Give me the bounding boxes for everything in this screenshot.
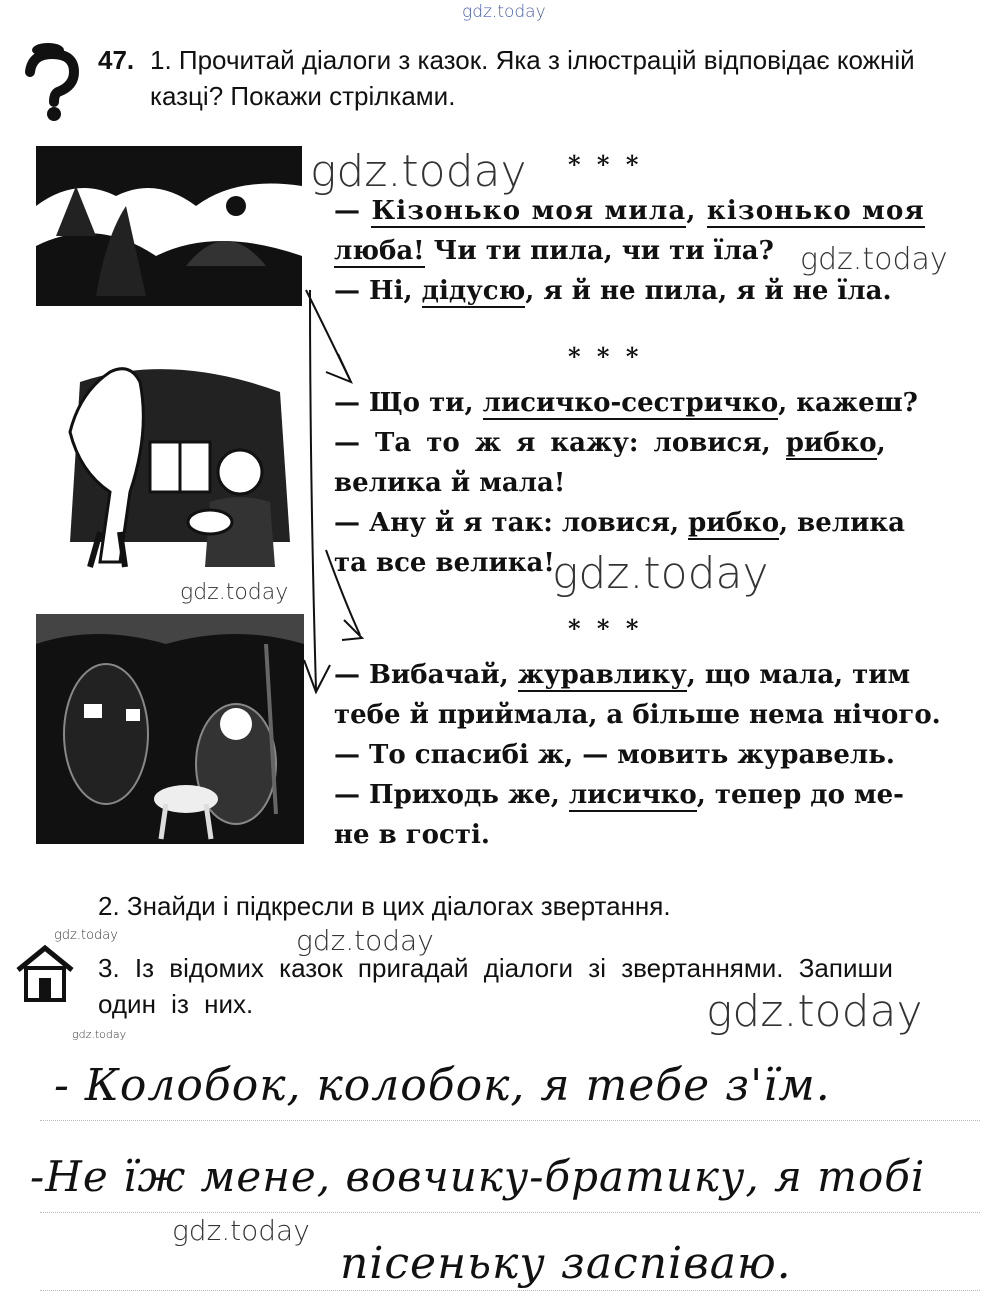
address-underlined: Кізонько моя мила — [371, 196, 687, 226]
text: , — [686, 196, 707, 226]
watermark-large-2: gdz.today — [552, 548, 769, 599]
address-underlined: рибко — [785, 428, 877, 458]
task-1-text: 1. Прочитай діалоги з казок. Яка з ілюстрацій відповідає кожній казці? Покажи стрілками. — [150, 45, 915, 111]
handwritten-line-2: -Не їж мене, вовчику-братику, я тобі — [30, 1152, 926, 1201]
dialogue-3-line-2: тебе й приймала, а більше нема нічого. — [334, 700, 941, 730]
text: — Ану й я так: ловися, — [334, 508, 689, 538]
dialogue-1-line-2 — [334, 232, 774, 270]
stars-separator-3: * * * — [568, 614, 643, 643]
handwritten-line-3: пісеньку заспіваю. — [340, 1238, 792, 1289]
illustration-fox-crane-house — [40, 352, 302, 578]
writing-rule-2 — [40, 1212, 980, 1213]
text: — Що ти, — [334, 388, 483, 418]
address-underlined: журавлику — [517, 660, 687, 690]
watermark-medium-2: gdz.today — [180, 580, 289, 605]
dialogue-2-line-4 — [334, 504, 905, 542]
watermark-medium-1: gdz.today — [800, 242, 948, 277]
text: Чи ти пила, чи ти їла? — [424, 236, 774, 266]
dialogue-2-line-1 — [334, 384, 918, 422]
house-icon — [14, 944, 76, 1002]
address-underlined: дідусю — [421, 276, 526, 306]
watermark-small-2: gdz.today — [72, 1028, 127, 1041]
watermark-top: gdz.today — [462, 2, 546, 22]
watermark-medium-4: gdz.today — [172, 1214, 310, 1247]
dialogue-3-line-1 — [334, 656, 910, 694]
text: — Ні, — [334, 276, 422, 306]
dialogue-1-line-3 — [334, 272, 892, 310]
text: , кажеш? — [778, 388, 918, 418]
watermark-medium-3: gdz.today — [296, 924, 434, 957]
handwritten-line-1: - Колобок, колобок, я тебе з'їм. — [54, 1060, 831, 1111]
task-3-text: 3. Із відомих казок пригадай діалоги зі звертаннями. Запиши один із них. — [98, 953, 893, 1019]
address-underlined: рибко — [688, 508, 780, 538]
dialogue-2-line-5: та все велика! — [334, 548, 555, 578]
dialogue-3-line-4 — [334, 776, 904, 814]
question-mark-icon — [20, 40, 84, 122]
text: , я й не пила, я й не їла. — [525, 276, 892, 306]
illustration-fox-crane-visit — [36, 614, 304, 844]
text: — — [334, 196, 372, 226]
exercise-number: 47. — [98, 45, 135, 75]
text: — Приходь же, — [334, 780, 569, 810]
watermark-small-1: gdz.today — [54, 928, 118, 943]
text: , тепер до ме- — [696, 780, 904, 810]
text: , велика — [779, 508, 905, 538]
dialogue-1-line-1 — [334, 192, 925, 230]
dialogue-3-line-3: — То спасибі ж, — мовить журавель. — [334, 740, 895, 770]
stars-separator-2: * * * — [568, 342, 643, 371]
dialogue-3-line-5: не в гості. — [334, 820, 490, 850]
watermark-large-1: gdz.today — [310, 146, 527, 197]
text: — Та то ж я кажу: ловися, — [334, 428, 786, 458]
dialogue-2-line-3: велика й мала! — [334, 468, 566, 498]
text: , — [876, 428, 886, 458]
watermark-large-3: gdz.today — [706, 986, 923, 1037]
address-underlined: лисичко-сестричко — [482, 388, 779, 418]
writing-rule-1 — [40, 1120, 980, 1121]
writing-rule-3 — [40, 1290, 980, 1291]
text: — Вибачай, — [334, 660, 518, 690]
address-underlined: кізонько моя — [706, 196, 925, 226]
illustration-winter-goat — [36, 146, 302, 306]
task-2-text: 2. Знайди і підкресли в цих діалогах звертання. — [98, 891, 671, 921]
address-underlined: люба! — [334, 236, 425, 266]
dialogue-2-line-2 — [334, 424, 886, 462]
address-underlined: лисичко — [568, 780, 697, 810]
stars-separator-1: * * * — [568, 150, 643, 179]
text: , що мала, тим — [686, 660, 911, 690]
